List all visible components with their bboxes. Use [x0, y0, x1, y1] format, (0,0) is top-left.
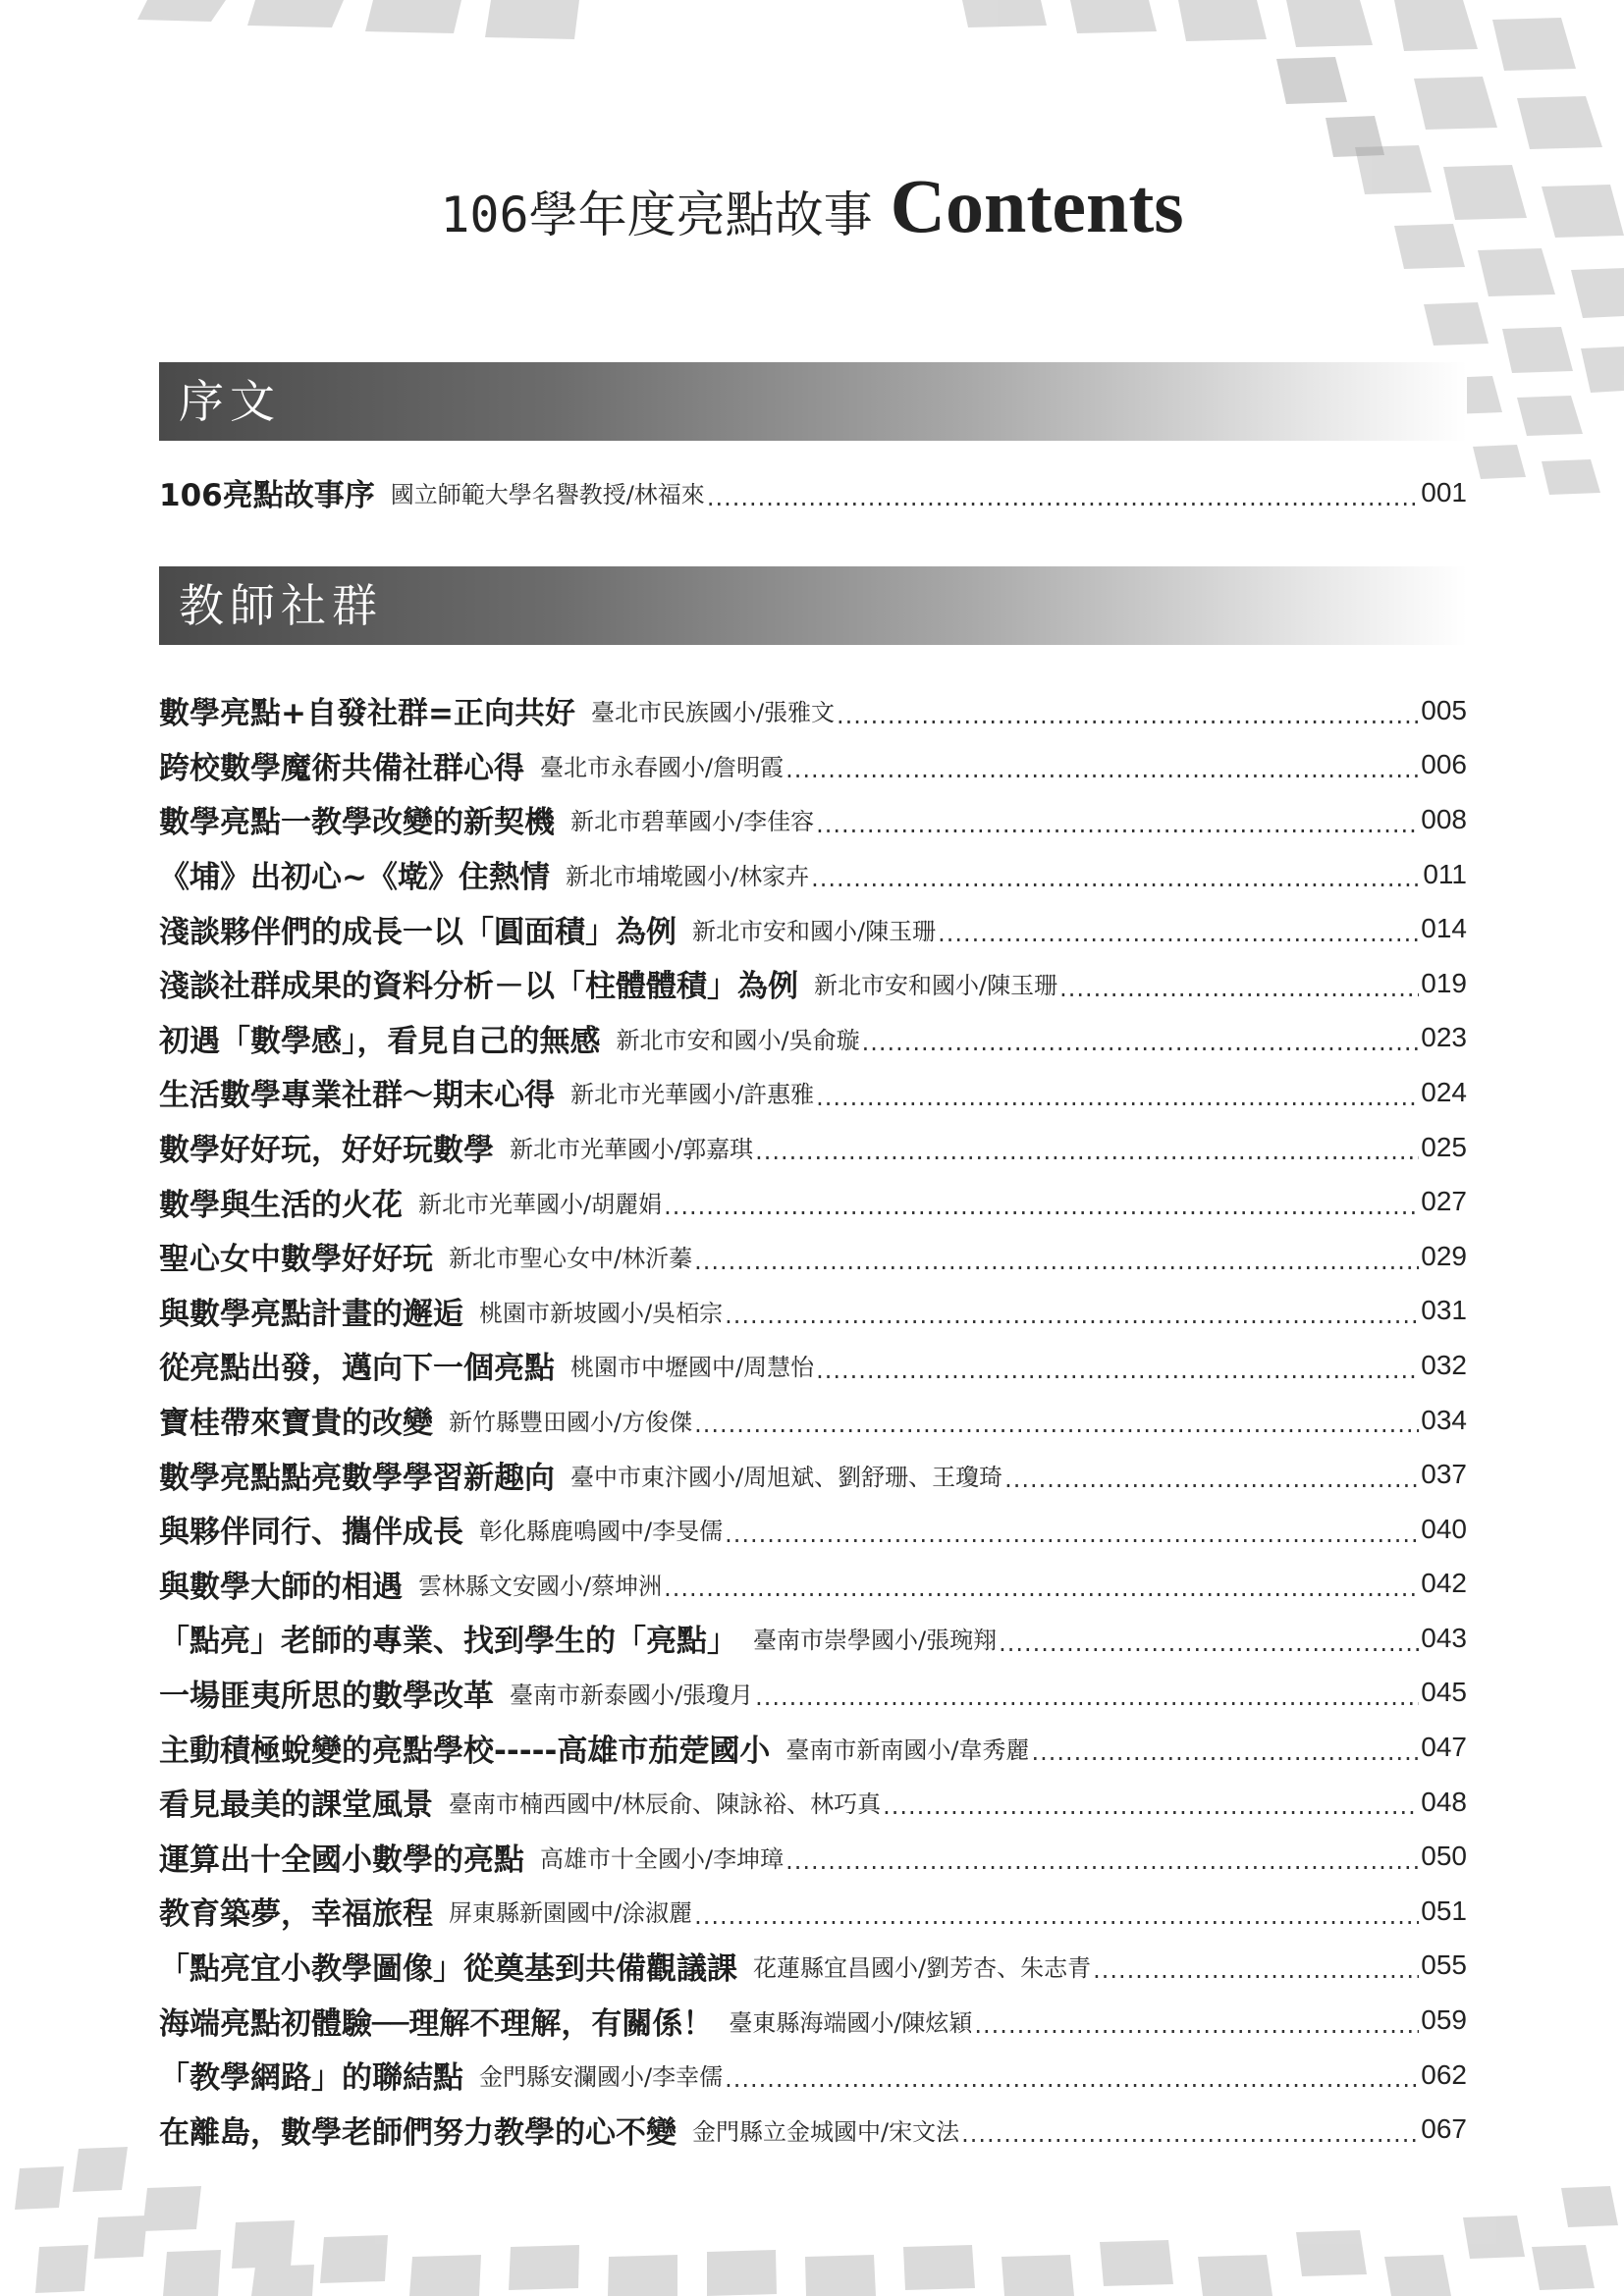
toc-entry[interactable]	[159, 1939, 1467, 1994]
dot-leader	[664, 1195, 1419, 1229]
toc-entry[interactable]	[159, 1065, 1467, 1120]
dot-leader	[707, 486, 1419, 520]
entry-author: 臺南市新泰國小/張瓊月	[510, 1681, 754, 1709]
dot-leader	[755, 1685, 1419, 1720]
entry-title: 與夥伴同行、攜伴成長	[159, 1515, 463, 1551]
entry-author: 新北市碧華國小/李佳容	[570, 808, 815, 836]
entry-author: 臺南市楠西國中/林辰俞、陳詠裕、林巧真	[449, 1790, 882, 1819]
entry-page-number: 031	[1421, 1295, 1467, 1326]
entry-author: 臺北市永春國小/詹明霞	[540, 753, 785, 781]
page-title-chinese: 106學年度亮點故事	[440, 187, 873, 243]
toc-entry[interactable]	[159, 1611, 1467, 1666]
entry-page-number: 023	[1421, 1022, 1467, 1053]
dot-leader	[999, 1631, 1419, 1666]
toc-entry[interactable]	[159, 1720, 1467, 1775]
entry-title: 數學好好玩，好好玩數學	[159, 1133, 494, 1169]
toc-entry[interactable]	[159, 1775, 1467, 1830]
entry-title: 一場匪夷所思的數學改革	[159, 1678, 494, 1714]
entry-page-number: 001	[1421, 476, 1467, 507]
dot-leader	[785, 1849, 1419, 1884]
entry-title: 教育築夢，幸福旅程	[159, 1896, 433, 1933]
dot-leader	[785, 758, 1419, 792]
entry-author: 臺中市東汴國小/周旭斌、劉舒珊、王瓊琦	[570, 1463, 1003, 1491]
dot-leader	[974, 2013, 1419, 2048]
dot-leader	[725, 2067, 1419, 2102]
toc-entry[interactable]	[159, 1666, 1467, 1721]
entry-author: 新北市埔墘國小/林家卉	[565, 863, 810, 891]
toc-entry[interactable]	[159, 1447, 1467, 1502]
toc-entry[interactable]	[159, 1884, 1467, 1939]
toc-entry[interactable]	[159, 1120, 1467, 1175]
dot-leader	[816, 813, 1419, 847]
entry-title: 聖心女中數學好好玩	[159, 1242, 433, 1278]
entry-page-number: 034	[1421, 1404, 1467, 1435]
entry-author: 新北市光華國小/胡麗娟	[418, 1190, 663, 1218]
entry-title: 從亮點出發，邁向下一個亮點	[159, 1351, 555, 1387]
entry-page-number: 042	[1421, 1568, 1467, 1599]
entry-page-number: 051	[1421, 1895, 1467, 1926]
toc-list-teacher-community	[159, 683, 1467, 2157]
entry-page-number: 043	[1421, 1622, 1467, 1653]
entry-page-number: 047	[1421, 1732, 1467, 1763]
entry-author: 金門縣安瀾國小/李幸儒	[479, 2063, 724, 2092]
toc-entry[interactable]	[159, 1174, 1467, 1229]
page-title-english: Contents	[890, 163, 1184, 248]
entry-author: 金門縣立金城國中/宋文法	[692, 2117, 960, 2146]
section-label: 序文	[179, 375, 281, 428]
entry-page-number: 055	[1421, 1949, 1467, 1981]
entry-title: 數學亮點點亮數學學習新趣向	[159, 1460, 555, 1496]
entry-page-number: 062	[1421, 2058, 1467, 2090]
dot-leader	[1093, 1958, 1419, 1993]
entry-title: 主動積極蛻變的亮點學校-----高雄市茄萣國小	[159, 1733, 771, 1769]
entry-author: 新北市安和國小/吳俞璇	[616, 1026, 860, 1054]
entry-page-number: 032	[1421, 1349, 1467, 1380]
entry-author: 臺東縣海端國小/陳炫穎	[729, 2008, 973, 2037]
dot-leader	[837, 704, 1419, 738]
dot-leader	[816, 1359, 1419, 1393]
dot-leader	[694, 1250, 1419, 1284]
section-label: 教師社群	[179, 579, 383, 632]
entry-page-number: 025	[1421, 1131, 1467, 1162]
entry-title: 淺談社群成果的資料分析－以「柱體體積」為例	[159, 969, 798, 1005]
entry-author: 新竹縣豐田國小/方俊傑	[449, 1409, 693, 1437]
section-header-preface	[159, 362, 1467, 441]
entry-author: 彰化縣鹿鳴國中/李旻儒	[479, 1518, 724, 1546]
toc-entry[interactable]	[159, 901, 1467, 956]
entry-author: 新北市光華國小/郭嘉琪	[510, 1136, 754, 1164]
entry-title: 寶桂帶來寶貴的改變	[159, 1406, 433, 1442]
toc-entry[interactable]	[159, 1502, 1467, 1557]
dot-leader	[1059, 977, 1419, 1011]
dot-leader	[961, 2122, 1419, 2157]
dot-leader	[862, 1031, 1420, 1065]
dot-leader	[755, 1140, 1419, 1174]
entry-page-number: 050	[1421, 1841, 1467, 1872]
entry-page-number: 005	[1421, 694, 1467, 725]
toc-entry[interactable]	[159, 1829, 1467, 1884]
entry-title: 「教學網路」的聯結點	[159, 2060, 463, 2097]
entry-page-number: 067	[1421, 2113, 1467, 2145]
dot-leader	[1004, 1468, 1419, 1502]
entry-page-number: 006	[1421, 749, 1467, 780]
entry-author: 桃園市中壢國中/周慧怡	[570, 1354, 815, 1382]
entry-title: 「點亮宜小教學圖像」從奠基到共備觀議課	[159, 1950, 737, 1987]
entry-title: 數學亮點一教學改變的新契機	[159, 805, 555, 841]
entry-author: 臺南市崇學國小/張琬翔	[753, 1627, 998, 1655]
dot-leader	[725, 1304, 1419, 1338]
toc-entry[interactable]	[159, 792, 1467, 847]
entry-page-number: 029	[1421, 1240, 1467, 1271]
entry-author: 屏東縣新園國中/涂淑麗	[449, 1899, 693, 1928]
entry-page-number: 037	[1421, 1459, 1467, 1490]
entry-title: 看見最美的課堂風景	[159, 1788, 433, 1824]
entry-title: 數學與生活的火花	[159, 1187, 403, 1223]
dot-leader	[664, 1576, 1419, 1611]
dot-leader	[725, 1522, 1419, 1557]
toc-entry[interactable]	[159, 2102, 1467, 2157]
entry-author: 臺北市民族國小/張雅文	[590, 699, 836, 727]
toc-entry[interactable]	[159, 1557, 1467, 1612]
entry-title: 海端亮點初體驗──理解不理解，有關係！	[159, 2005, 714, 2042]
entry-author: 花蓮縣宜昌國小/劉芳杏、朱志青	[753, 1953, 1092, 1982]
entry-page-number: 059	[1421, 2004, 1467, 2036]
toc-entry[interactable]	[159, 1284, 1467, 1339]
entry-title: 運算出十全國小數學的亮點	[159, 1842, 524, 1878]
entry-author: 新北市安和國小/陳玉珊	[692, 917, 937, 945]
toc-entry[interactable]	[159, 1229, 1467, 1284]
toc-entry[interactable]	[159, 956, 1467, 1011]
entry-title: 「點亮」老師的專業、找到學生的「亮點」	[159, 1624, 737, 1660]
entry-title: 與數學大師的相遇	[159, 1569, 403, 1605]
entry-title: 初遇「數學感」，看見自己的無感	[159, 1023, 601, 1059]
entry-author: 國立師範大學名譽教授/林福來	[390, 481, 705, 509]
dot-leader	[694, 1413, 1419, 1447]
entry-title: 106亮點故事序	[159, 478, 375, 514]
entry-author: 新北市聖心女中/林沂蓁	[449, 1245, 693, 1273]
entry-author: 高雄市十全國小/李坤璋	[540, 1844, 785, 1873]
entry-page-number: 045	[1421, 1677, 1467, 1708]
section-header-teacher-community	[159, 566, 1467, 645]
entry-page-number: 040	[1421, 1513, 1467, 1544]
entry-page-number: 027	[1421, 1186, 1467, 1217]
toc-entry[interactable]	[159, 683, 1467, 738]
entry-title: 《埔》出初心~《墘》住熱情	[159, 860, 550, 896]
entry-page-number: 008	[1421, 803, 1467, 834]
toc-entry[interactable]	[159, 1993, 1467, 2048]
entry-title: 在離島，數學老師們努力教學的心不變	[159, 2114, 677, 2151]
entry-title: 數學亮點+自發社群=正向共好	[159, 696, 575, 732]
toc-list-preface	[159, 465, 1467, 520]
entry-author: 臺南市新南國小/韋秀麗	[785, 1735, 1030, 1764]
dot-leader	[816, 1086, 1419, 1120]
toc-entry[interactable]	[159, 847, 1467, 902]
entry-page-number: 019	[1421, 967, 1467, 998]
toc-entry[interactable]	[159, 465, 1467, 520]
entry-title: 與數學亮點計畫的邂逅	[159, 1296, 463, 1332]
page-title	[0, 162, 1624, 250]
dot-leader	[1031, 1740, 1419, 1775]
entry-author: 雲林縣文安國小/蔡坤洲	[418, 1572, 663, 1600]
dot-leader	[938, 922, 1419, 956]
entry-page-number: 014	[1421, 913, 1467, 944]
toc-entry[interactable]	[159, 1011, 1467, 1066]
dot-leader	[811, 867, 1421, 901]
toc-entry[interactable]	[159, 1393, 1467, 1448]
entry-title: 生活數學專業社群～期末心得	[159, 1078, 555, 1114]
entry-page-number: 011	[1423, 858, 1467, 889]
entry-author: 新北市光華國小/許惠雅	[570, 1081, 815, 1109]
entry-page-number: 048	[1421, 1786, 1467, 1817]
entry-title: 淺談夥伴們的成長一以「圓面積」為例	[159, 914, 677, 950]
entry-page-number: 024	[1421, 1076, 1467, 1107]
toc-entry[interactable]	[159, 2048, 1467, 2103]
toc-entry[interactable]	[159, 1338, 1467, 1393]
entry-author: 桃園市新坡國小/吳栢宗	[479, 1299, 724, 1327]
entry-author: 新北市安和國小/陳玉珊	[814, 972, 1058, 1000]
toc-entry[interactable]	[159, 738, 1467, 793]
dot-leader	[694, 1904, 1419, 1939]
dot-leader	[883, 1794, 1419, 1829]
entry-title: 跨校數學魔術共備社群心得	[159, 750, 524, 786]
